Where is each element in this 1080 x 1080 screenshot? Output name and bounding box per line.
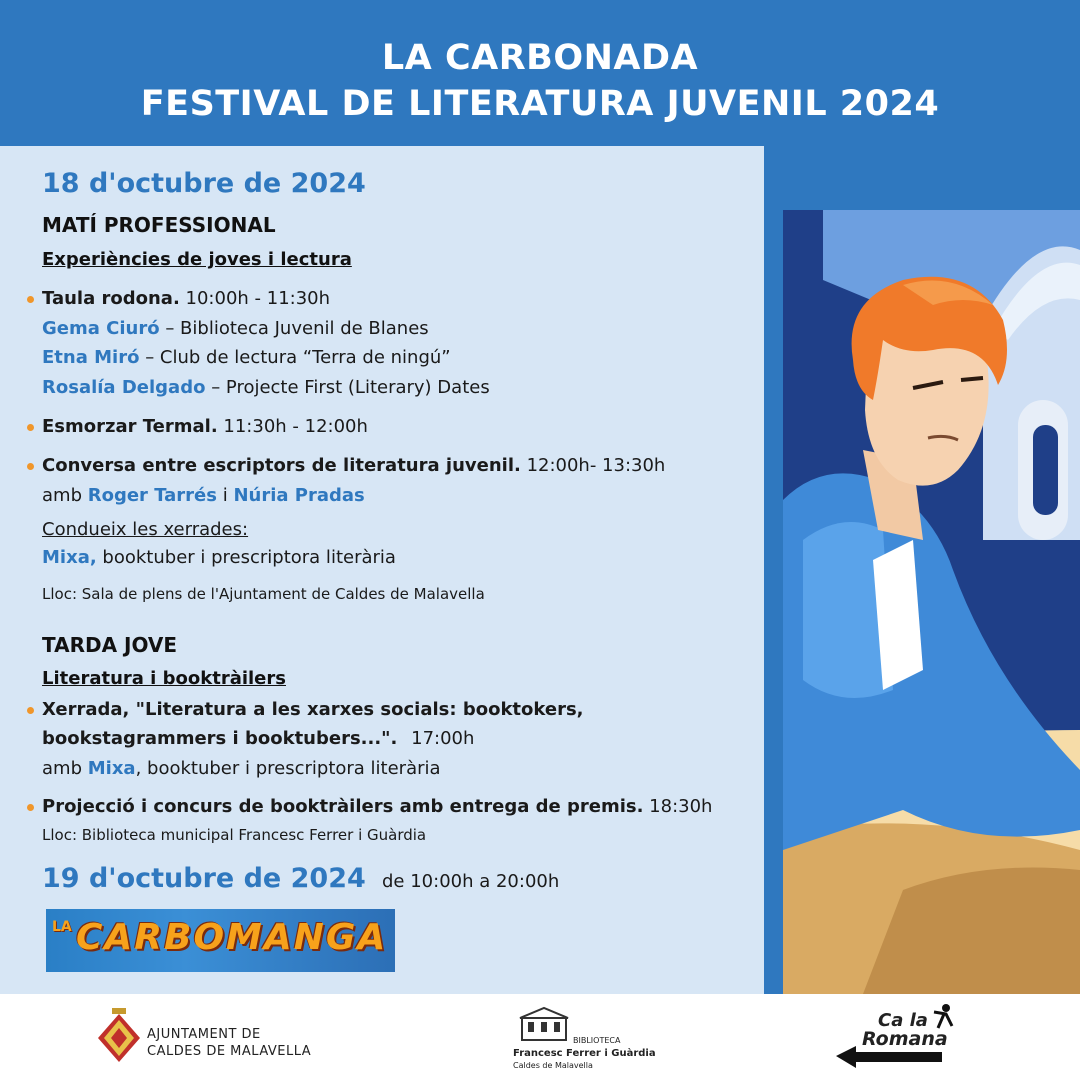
bullet-icon bbox=[27, 804, 34, 811]
ca-la-romana-line1: Ca la bbox=[878, 1010, 928, 1031]
morning-subtitle: Experiències de joves i lectura bbox=[42, 249, 352, 270]
talk-title-part2: bookstagrammers i booktubers...". bbox=[42, 728, 398, 749]
carbomanga-banner bbox=[46, 909, 395, 972]
carbomanga-la: LA bbox=[52, 919, 72, 935]
conversation-line bbox=[42, 455, 665, 476]
afternoon-title: TARDA JOVE bbox=[42, 633, 178, 657]
screening-time: 18:30h bbox=[649, 796, 713, 817]
round-table-line bbox=[42, 288, 330, 309]
author-name: Núria Pradas bbox=[233, 485, 365, 506]
speaker-name: Rosalía Delgado bbox=[42, 377, 206, 398]
host-name: Mixa, bbox=[42, 547, 97, 568]
screening-place: Lloc: Biblioteca municipal Francesc Ferrer i Guàrdia bbox=[42, 826, 427, 844]
library-building-icon bbox=[516, 1006, 572, 1042]
header-banner bbox=[0, 0, 1080, 146]
round-table-time: 10:00h - 11:30h bbox=[185, 288, 331, 309]
host-line bbox=[42, 547, 396, 568]
host-label: Condueix les xerrades: bbox=[42, 519, 249, 540]
day1-date: 18 d'octubre de 2024 bbox=[42, 168, 366, 199]
talk-host-desc: , booktuber i prescriptora literària bbox=[135, 758, 441, 779]
conversation-time: 12:00h- 13:30h bbox=[526, 455, 666, 476]
talk-host: Mixa bbox=[87, 758, 136, 779]
talk-line1 bbox=[42, 699, 584, 720]
bullet-icon bbox=[27, 296, 34, 303]
carbomanga-logo-text: CARBOMANGA bbox=[76, 917, 388, 958]
morning-title: MATÍ PROFESSIONAL bbox=[42, 213, 276, 237]
talk-host-line bbox=[42, 758, 441, 779]
screening-line bbox=[42, 796, 712, 817]
with-prefix: amb bbox=[42, 758, 82, 779]
bullet-icon bbox=[27, 707, 34, 714]
day2-date: 19 d'octubre de 2024 bbox=[42, 863, 366, 894]
screening-label: Projecció i concurs de booktràilers amb entrega de premis. bbox=[42, 796, 644, 817]
speaker-name: Gema Ciuró bbox=[42, 318, 160, 339]
biblioteca-name: Francesc Ferrer i Guàrdia bbox=[513, 1048, 656, 1059]
festival-title-line1: LA CARBONADA bbox=[381, 38, 699, 78]
conversation-authors bbox=[42, 485, 365, 506]
with-prefix: amb bbox=[42, 485, 82, 506]
author-name: Roger Tarrés bbox=[87, 485, 217, 506]
biblioteca-label: BIBLIOTECA bbox=[573, 1036, 621, 1045]
conversation-label: Conversa entre escriptors de literatura juvenil. bbox=[42, 455, 521, 476]
caldes-coat-of-arms-icon bbox=[96, 1008, 142, 1064]
speaker-desc: – Club de lectura “Terra de ningú” bbox=[145, 347, 451, 368]
bullet-icon bbox=[27, 424, 34, 431]
joiner: i bbox=[222, 485, 228, 506]
boy-illustration bbox=[783, 210, 1080, 994]
round-table-label: Taula rodona. bbox=[42, 288, 180, 309]
ca-la-romana-line2: Romana bbox=[862, 1028, 948, 1050]
afternoon-subtitle: Literatura i booktràilers bbox=[42, 668, 286, 689]
breakfast-time: 11:30h - 12:00h bbox=[223, 416, 368, 437]
ajuntament-line1: AJUNTAMENT DE bbox=[147, 1027, 261, 1042]
speaker-desc: – Biblioteca Juvenil de Blanes bbox=[165, 318, 429, 339]
ajuntament-line2: CALDES DE MALAVELLA bbox=[147, 1044, 312, 1059]
talk-line2 bbox=[42, 728, 474, 749]
talk-title-part1: Xerrada, "Literatura a les xarxes socials: booktokers, bbox=[42, 699, 584, 720]
speaker-row bbox=[42, 347, 451, 368]
footer-logos bbox=[0, 994, 1080, 1080]
speaker-row bbox=[42, 318, 429, 339]
breakfast-label: Esmorzar Termal. bbox=[42, 416, 218, 437]
festival-title-line2: FESTIVAL DE LITERATURA JUVENIL 2024 bbox=[140, 84, 940, 124]
morning-place: Lloc: Sala de plens de l'Ajuntament de Caldes de Malavella bbox=[42, 585, 485, 603]
speaker-name: Etna Miró bbox=[42, 347, 140, 368]
day2-hours: de 10:00h a 20:00h bbox=[382, 871, 560, 892]
speaker-desc: – Projecte First (Literary) Dates bbox=[211, 377, 490, 398]
bullet-icon bbox=[27, 463, 34, 470]
biblioteca-town: Caldes de Malavella bbox=[513, 1061, 593, 1070]
talk-time: 17:00h bbox=[411, 728, 475, 749]
speaker-row bbox=[42, 377, 490, 398]
host-desc: booktuber i prescriptora literària bbox=[102, 547, 396, 568]
breakfast-line bbox=[42, 416, 368, 437]
